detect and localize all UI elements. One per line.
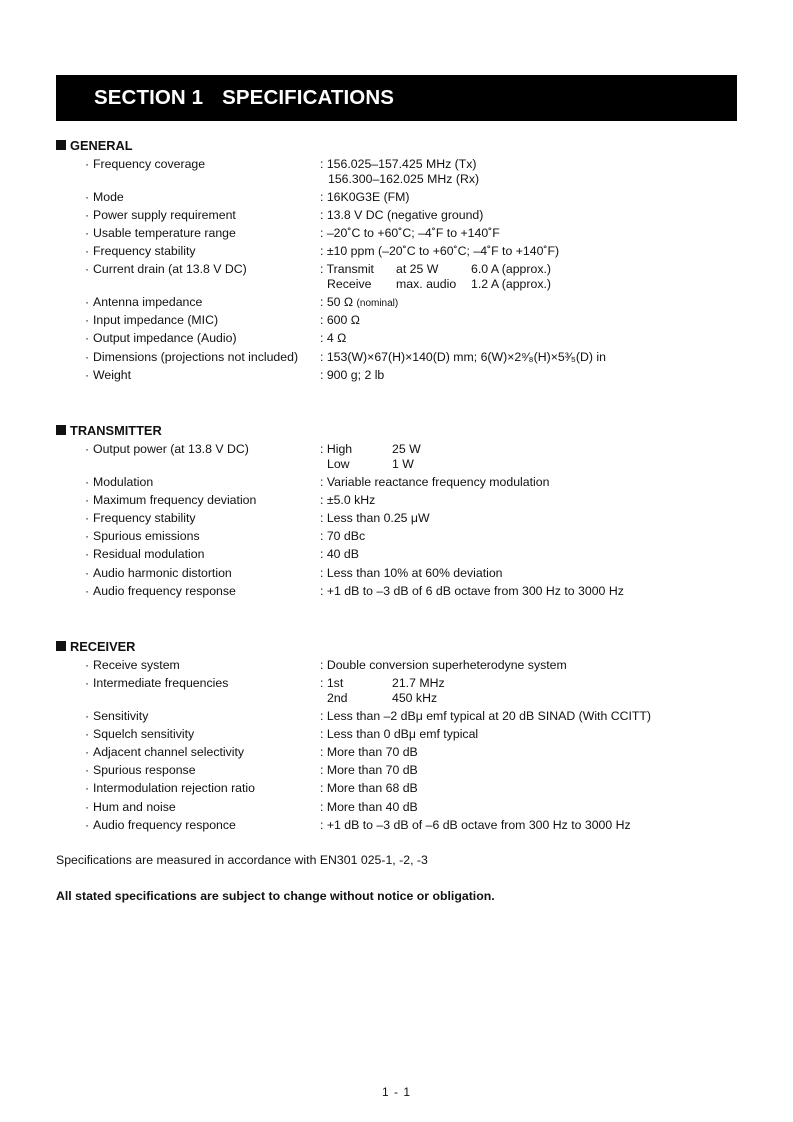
spec-value: : 16K0G3E (FM) [320,190,410,204]
spec-label: · Residual modulation [93,547,204,562]
spec-note: (nominal) [356,298,399,309]
spec-value: : 4 Ω [320,331,347,345]
spec-label: · Audio frequency responce [93,818,236,833]
spec-label: · Usable temperature range [93,226,236,241]
spec-label: · Squelch sensitivity [93,727,194,742]
general-section [56,137,756,153]
transmitter-section [56,422,756,438]
spec-label: · Intermediate frequencies [93,676,228,691]
spec-value: 6.0 A (approx.) [471,262,551,276]
page-number: 1 - 1 [381,1085,411,1099]
spec-value: max. audio [396,277,457,291]
spec-value: : Less than 10% at 60% deviation [320,566,503,580]
spec-value: Low [327,457,350,471]
spec-label: · Frequency stability [93,511,196,526]
spec-label: · Input impedance (MIC) [93,313,218,328]
section-title: SPECIFICATIONS [222,86,394,109]
spec-value: : High [320,442,353,456]
square-bullet-icon [56,140,66,150]
spec-value: 25 W [392,442,421,456]
spec-value: 1.2 A (approx.) [471,277,551,291]
spec-value: : ±5.0 kHz [320,493,376,507]
spec-label: · Weight [93,368,131,383]
spec-value: 450 kHz [392,691,438,705]
spec-value: : Transmit [320,262,374,276]
spec-value: : +1 dB to –3 dB of –6 dB octave from 300 Hz to 3000 Hz [320,818,631,832]
spec-value: : More than 40 dB [320,800,418,814]
spec-label: · Hum and noise [93,800,176,815]
spec-value: : More than 68 dB [320,781,418,795]
spec-label: · Spurious emissions [93,529,200,544]
spec-value: : 70 dBc [320,529,366,543]
spec-label: · Modulation [93,475,153,490]
spec-value: : 900 g; 2 lb [320,368,385,382]
receiver-section [56,638,756,654]
spec-value: : 1st [320,676,344,690]
spec-value: : Variable reactance frequency modulation [320,475,550,489]
spec-value: : 156.025–157.425 MHz (Tx) [320,157,477,171]
section-title-bar [56,75,737,121]
square-bullet-icon [56,641,66,651]
spec-label: · Mode [93,190,124,205]
receiver-heading: RECEIVER [56,638,756,654]
spec-label: · Maximum frequency deviation [93,493,256,508]
spec-label: · Intermodulation rejection ratio [93,781,255,796]
spec-value: : More than 70 dB [320,763,418,777]
spec-label: · Frequency coverage [93,157,205,172]
spec-label: · Output power (at 13.8 V DC) [93,442,249,457]
spec-value: 156.300–162.025 MHz (Rx) [328,172,480,186]
section-number: SECTION 1 [94,86,204,109]
spec-label: · Antenna impedance [93,295,202,310]
square-bullet-icon [56,425,66,435]
spec-value: : 40 dB [320,547,359,561]
transmitter-heading: TRANSMITTER [56,422,756,438]
spec-value: Receive [327,277,372,291]
spec-label: · Output impedance (Audio) [93,331,237,346]
spec-value: : 153(W)×67(H)×140(D) mm; 6(W)×2⁹⁄₈(H)×5³⁄₅(D) in [320,350,606,364]
spec-value: : –20˚C to +60˚C; –4˚F to +140˚F [320,226,500,240]
spec-value: : Less than –2 dBμ emf typical at 20 dB SINAD (With CCITT) [320,709,652,723]
spec-value: : Double conversion superheterodyne system [320,658,567,672]
spec-label: · Sensitivity [93,709,148,724]
spec-value: : More than 70 dB [320,745,418,759]
spec-value: at 25 W [396,262,439,276]
spec-value: 2nd [327,691,348,705]
measurement-note: Specifications are measured in accordance with EN301 025-1, -2, -3 [56,853,428,867]
spec-label: · Audio harmonic distortion [93,566,232,581]
spec-label: · Spurious response [93,763,196,778]
spec-label: · Audio frequency response [93,584,236,599]
spec-value: : 13.8 V DC (negative ground) [320,208,484,222]
spec-value: 1 W [392,457,414,471]
spec-value: : Less than 0.25 μW [320,511,430,525]
spec-value: : ±10 ppm (–20˚C to +60˚C; –4˚F to +140˚F) [320,244,560,258]
spec-label: · Dimensions (projections not included) [93,350,298,365]
spec-label: · Current drain (at 13.8 V DC) [93,262,247,277]
spec-value: : Less than 0 dBμ emf typical [320,727,479,741]
spec-value: : 50 Ω [320,295,354,309]
spec-value: : +1 dB to –3 dB of 6 dB octave from 300 Hz to 3000 Hz [320,584,624,598]
spec-label: · Power supply requirement [93,208,236,223]
spec-value: 21.7 MHz [392,676,445,690]
spec-label: · Receive system [93,658,180,673]
disclaimer-note: All stated specifications are subject to change without notice or obligation. [56,889,495,903]
general-heading: GENERAL [56,137,756,153]
spec-value: : 600 Ω [320,313,360,327]
spec-label: · Adjacent channel selectivity [93,745,244,760]
spec-label: · Frequency stability [93,244,196,259]
